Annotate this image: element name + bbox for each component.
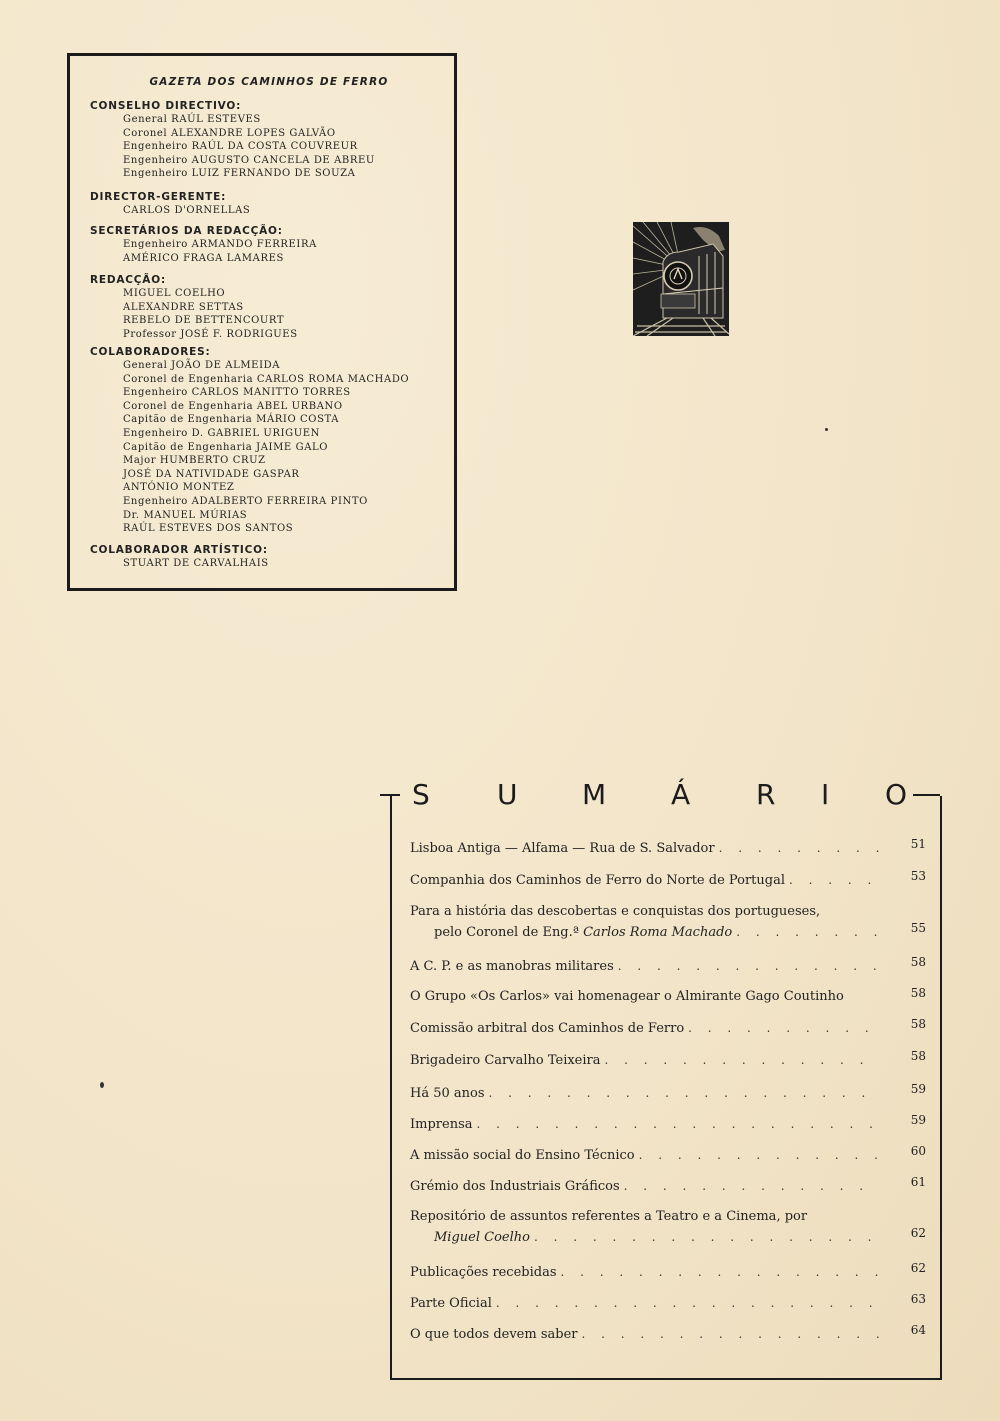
toc-page: 58 (910, 955, 926, 969)
heading-letter: U (497, 778, 518, 811)
toc-title: A missão social do Ensino Técnico (410, 1148, 635, 1163)
member: Capitão de Engenharia JAIME GALO (123, 441, 329, 453)
section-colaborador-artistico (90, 544, 450, 571)
member: Engenheiro RAÚL DA COSTA COUVREUR (123, 141, 358, 153)
toc-title: Companhia dos Caminhos de Ferro do Norte de Portugal (410, 873, 785, 888)
member: MIGUEL COELHO (123, 288, 226, 299)
toc-page: 61 (910, 1175, 926, 1189)
section-redaccao (90, 274, 450, 341)
toc-item[interactable] (410, 1082, 926, 1104)
member: JOSÉ DA NATIVIDADE GASPAR (123, 468, 300, 480)
toc-title: Comissão arbitral dos Caminhos de Ferro (410, 1021, 685, 1036)
toc-page: 58 (910, 986, 926, 1000)
toc-leader (624, 1176, 880, 1196)
member: REBELO DE BETTENCOURT (123, 315, 285, 327)
heading-letter: R (756, 778, 776, 811)
member: Engenheiro ARMANDO FERREIRA (123, 239, 317, 250)
toc-leader (605, 1050, 881, 1070)
toc-title: Imprensa (410, 1117, 473, 1132)
speck (100, 1082, 104, 1088)
speck (825, 428, 828, 431)
toc-page: 59 (910, 1082, 926, 1096)
toc-page: 58 (910, 1017, 926, 1031)
heading-letter: Á (671, 778, 691, 811)
member: Engenheiro LUIZ FERNANDO DE SOUZA (123, 168, 356, 180)
toc-item[interactable] (410, 955, 926, 977)
member: Engenheiro ADALBERTO FERREIRA PINTO (123, 495, 368, 507)
toc-page: 51 (910, 837, 926, 851)
heading-letter: S (412, 778, 430, 811)
toc-item[interactable] (410, 1049, 926, 1071)
section-director-gerente (90, 191, 450, 218)
toc-title: Há 50 anos (410, 1086, 485, 1101)
section-title: SECRETÁRIOS DA REDACÇÃO: (90, 225, 283, 237)
toc-item[interactable] (410, 869, 926, 891)
section-secretarios (90, 225, 450, 265)
member: Capitão de Engenharia MÁRIO COSTA (123, 414, 340, 426)
toc-item[interactable] (410, 1207, 926, 1248)
toc-page: 62 (910, 1226, 926, 1240)
member: General JOÃO DE ALMEIDA (123, 360, 281, 371)
member: Coronel ALEXANDRE LOPES GALVÃO (123, 127, 336, 139)
member: Engenheiro D. GABRIEL URIGUEN (123, 427, 320, 439)
toc-item[interactable] (410, 837, 926, 859)
member: Coronel de Engenharia ABEL URBANO (123, 400, 343, 412)
toc-item[interactable] (410, 986, 926, 1007)
toc-page: 59 (910, 1113, 926, 1127)
member: Dr. MANUEL MÚRIAS (123, 509, 248, 521)
toc-page: 55 (910, 921, 926, 935)
toc-title: Publicações recebidas (410, 1265, 557, 1280)
locomotive-engraving (633, 222, 729, 336)
member: General RAÚL ESTEVES (123, 114, 261, 125)
member: Engenheiro CARLOS MANITTO TORRES (123, 387, 351, 399)
toc-leader (561, 1262, 881, 1282)
toc-leader (496, 1293, 880, 1313)
toc-title: O que todos devem saber (410, 1327, 578, 1342)
toc-title: A C. P. e as manobras militares (410, 959, 614, 974)
member: AMÉRICO FRAGA LAMARES (123, 252, 284, 264)
toc-author: Miguel Coelho (434, 1230, 530, 1245)
member: RAÚL ESTEVES DOS SANTOS (123, 523, 294, 535)
toc-leader (719, 838, 880, 858)
section-title: COLABORADOR ARTÍSTICO: (90, 544, 268, 556)
toc-leader (688, 1018, 880, 1038)
toc-page: 62 (910, 1261, 926, 1275)
toc-page: 64 (910, 1323, 926, 1337)
toc-leader (534, 1227, 880, 1247)
toc-leader (489, 1083, 880, 1103)
toc-item[interactable] (410, 1175, 926, 1197)
member: STUART DE CARVALHAIS (123, 558, 269, 569)
staff-box (67, 53, 457, 591)
section-title: DIRECTOR-GERENTE: (90, 191, 227, 203)
toc-item[interactable] (410, 1292, 926, 1314)
toc-title: Brigadeiro Carvalho Teixeira (410, 1053, 601, 1068)
toc-item[interactable] (410, 902, 926, 943)
toc-leader (736, 922, 880, 942)
toc-page: 58 (910, 1049, 926, 1063)
toc-page: 60 (910, 1144, 926, 1158)
member: ALEXANDRE SETTAS (123, 301, 244, 313)
toc-title: O Grupo «Os Carlos» vai homenagear o Almirante Gago Coutinho (410, 989, 844, 1004)
toc-title-line2: pelo Coronel de Eng.ª (434, 925, 579, 940)
toc-author: Carlos Roma Machado (583, 925, 733, 940)
heading-letter: M (582, 778, 607, 811)
toc-title: Repositório de assuntos referentes a Teatro e a Cinema, por (410, 1209, 808, 1224)
toc-leader (789, 870, 880, 890)
toc-leader (581, 1324, 880, 1344)
toc-item[interactable] (410, 1017, 926, 1039)
toc-title: Parte Oficial (410, 1296, 492, 1311)
member: Engenheiro AUGUSTO CANCELA DE ABREU (123, 154, 375, 166)
heading-letter: O (885, 778, 908, 811)
section-colaboradores (90, 346, 450, 536)
toc-page: 53 (910, 869, 926, 883)
toc-item[interactable] (410, 1113, 926, 1135)
sumario-box (390, 796, 942, 1380)
toc-leader (639, 1145, 880, 1165)
member: CARLOS D'ORNELLAS (123, 205, 251, 216)
toc-item[interactable] (410, 1144, 926, 1166)
member: ANTÓNIO MONTEZ (123, 482, 235, 494)
toc-item[interactable] (410, 1261, 926, 1283)
section-conselho-directivo (90, 100, 450, 181)
toc-title: Grémio dos Industriais Gráficos (410, 1179, 620, 1194)
toc-title: Para a história das descobertas e conquistas dos portugueses, (410, 904, 821, 919)
heading-letter: I (821, 778, 830, 811)
member: Coronel de Engenharia CARLOS ROMA MACHADO (123, 373, 410, 385)
member: Professor JOSÉ F. RODRIGUES (123, 328, 298, 340)
section-title: CONSELHO DIRECTIVO: (90, 100, 242, 112)
member: Major HUMBERTO CRUZ (123, 455, 266, 467)
toc-leader (618, 956, 880, 976)
section-title: COLABORADORES: (90, 346, 211, 358)
toc-leader (477, 1114, 881, 1134)
toc-page: 63 (910, 1292, 926, 1306)
toc-title: Lisboa Antiga — Alfama — Rua de S. Salvador (410, 841, 715, 856)
section-title: REDACÇÃO: (90, 274, 166, 286)
toc-item[interactable] (410, 1323, 926, 1345)
masthead: GAZETA DOS CAMINHOS DE FERRO (149, 76, 389, 88)
